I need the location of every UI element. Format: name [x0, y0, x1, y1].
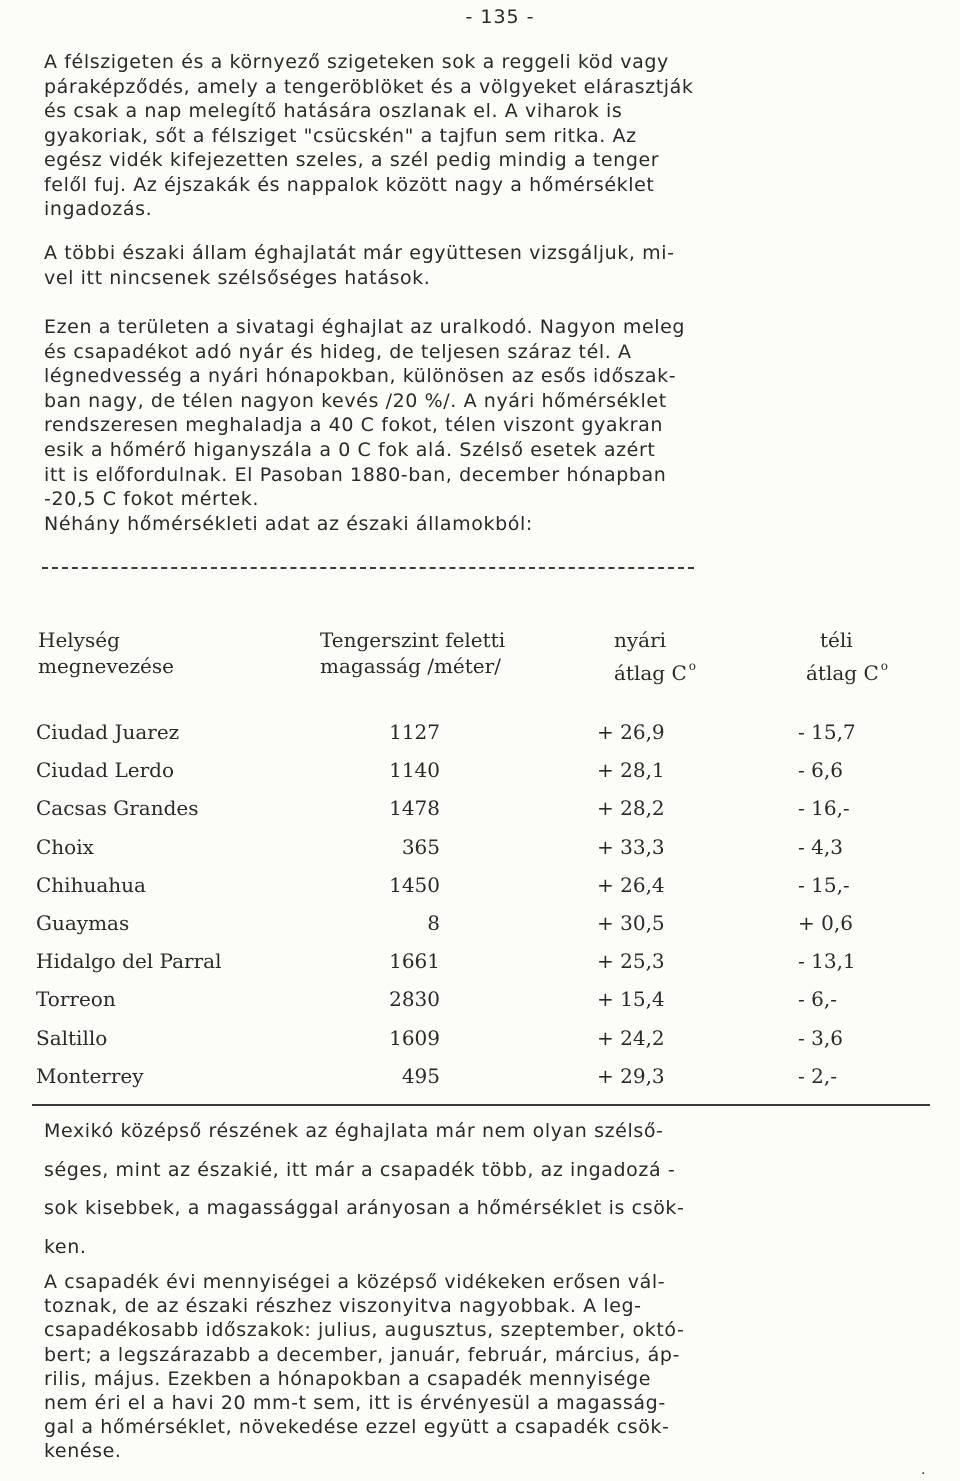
cell-altitude: 1140: [389, 758, 440, 783]
cell-summer: + 24,2: [597, 1025, 665, 1050]
cell-altitude: 2830: [389, 987, 440, 1012]
text-line: itt is előfordulnak. El Pasoban 1880-ban, december hónapban: [44, 463, 667, 486]
text-line: nem éri el a havi 20 mm-t sem, itt is érvényesül a magasság-: [44, 1391, 666, 1414]
dashed-divider: [42, 567, 694, 569]
table-intro-line: Néhány hőmérsékleti adat az északi államokból:: [44, 512, 533, 535]
cell-winter: - 2,-: [798, 1063, 837, 1088]
text-line: légnedvesség a nyári hónapokban, különösen az esős időszak-: [44, 365, 677, 388]
cell-winter: - 4,3: [798, 834, 843, 859]
header-summer-average: nyári átlag C $^o$: [614, 628, 696, 685]
cell-winter: - 16,-: [798, 796, 850, 821]
cell-altitude: 1609: [389, 1025, 440, 1050]
stray-mark: .: [921, 1462, 926, 1478]
text-line: páraképződés, amely a tengeröblöket és a völgyeket elárasztják: [44, 75, 694, 98]
text-line: esik a hőmérő higanyszála a 0 C fok alá. Szélső esetek azért: [44, 438, 656, 461]
table-row: [0, 980, 960, 1018]
text-line: kenése.: [44, 1440, 122, 1463]
cell-place: Ciudad Juarez: [36, 720, 180, 744]
cell-winter: - 6,-: [798, 987, 837, 1012]
table-bottom-rule: [32, 1104, 930, 1106]
table-row: [0, 1019, 960, 1057]
text-line: A többi északi állam éghajlatát már együttesen vizsgáljuk, mi-: [44, 242, 675, 264]
text-line: A csapadék évi mennyiségei a középső vidékeken erősen vál-: [44, 1271, 666, 1293]
text-line: csapadékosabb időszakok: julius, augusztus, szeptember, októ-: [44, 1319, 685, 1342]
text-line: séges, mint az északié, itt már a csapadék több, az ingadozá -: [44, 1158, 676, 1181]
cell-winter: - 3,6: [798, 1025, 843, 1050]
header-altitude: Tengerszint feletti magasság /méter/: [320, 628, 506, 678]
text-line: ingadozás.: [44, 198, 153, 220]
table-row: [0, 942, 960, 980]
text-line: és csak a nap melegítő hatására oszlanak el. A viharok is: [44, 100, 623, 122]
cell-place: Torreon: [36, 987, 116, 1012]
cell-place: Cacsas Grandes: [36, 796, 199, 821]
text-line: egész vidék kifejezetten szeles, a szél pedig mindig a tenger: [44, 149, 660, 171]
cell-summer: + 28,1: [597, 758, 665, 783]
cell-altitude: 495: [401, 1063, 440, 1088]
table-row: [0, 828, 960, 866]
cell-altitude: 1661: [389, 949, 440, 974]
temperature-table: [0, 713, 960, 1095]
cell-place: Hidalgo del Parral: [36, 949, 222, 974]
cell-place: Saltillo: [36, 1025, 108, 1050]
text-line: Mexikó középső részének az éghajlata már nem olyan szélső-: [44, 1120, 664, 1142]
cell-place: Monterrey: [36, 1063, 144, 1088]
table-row: [0, 866, 960, 904]
paragraph-central-mexico: [44, 1112, 924, 1266]
cell-winter: - 13,1: [798, 949, 856, 974]
paragraph-desert-climate: [44, 315, 924, 536]
degree-mark: o: [688, 659, 696, 673]
cell-winter: - 15,-: [798, 872, 850, 897]
header-place: Helység megnevezése: [38, 628, 174, 678]
cell-altitude: 1127: [389, 720, 440, 744]
text-line: Ezen a területen a sivatagi éghajlat az uralkodó. Nagyon meleg: [44, 316, 686, 338]
text-line: ban nagy, de télen nagyon kevés /20 %/. A nyári hőmérséklet: [44, 389, 667, 412]
text-line: felől fuj. Az éjszakák és nappalok között nagy a hőmérséklet: [44, 173, 655, 196]
table-row: [0, 904, 960, 942]
cell-summer: + 33,3: [597, 834, 665, 859]
text-line: A félszigeten és a környező szigeteken sok a reggeli köd vagy: [44, 51, 669, 73]
text-line: sok kisebbek, a magassággal arányosan a hőmérséklet is csök-: [44, 1197, 685, 1219]
cell-summer: + 26,4: [597, 872, 665, 897]
text-line: rilis, május. Ezekben a hónapokban a csapadék mennyisége: [44, 1367, 651, 1390]
cell-summer: + 15,4: [597, 987, 665, 1012]
cell-altitude: 365: [401, 834, 440, 859]
cell-place: Ciudad Lerdo: [36, 758, 174, 783]
cell-winter: + 0,6: [798, 910, 853, 935]
paragraph-northern-states: [44, 241, 924, 290]
table-row: [0, 713, 960, 751]
table-row: [0, 1057, 960, 1095]
text-line: gyakoriak, sőt a félsziget "csücskén" a tajfun sem ritka. Az: [44, 124, 637, 147]
cell-summer: + 28,2: [597, 796, 665, 821]
cell-summer: + 26,9: [597, 720, 665, 744]
paragraph-peninsula-climate: [44, 50, 924, 222]
table-header: [0, 627, 960, 687]
cell-place: Chihuahua: [36, 872, 146, 897]
header-winter-average: téli átlag C $^o$: [806, 628, 888, 685]
text-line: és csapadékot adó nyár és hideg, de teljesen száraz tél. A: [44, 340, 632, 363]
cell-summer: + 30,5: [597, 910, 665, 935]
cell-altitude: 1478: [389, 796, 440, 821]
text-line: toznak, de az északi részhez viszonyitva nagyobbak. A leg-: [44, 1295, 642, 1318]
table-row: [0, 751, 960, 789]
cell-winter: - 15,7: [798, 720, 856, 744]
cell-place: Choix: [36, 834, 94, 859]
text-line: ken.: [44, 1235, 87, 1258]
text-line: bert; a legszárazabb a december, január, február, március, áp-: [44, 1343, 681, 1366]
text-line: gal a hőmérséklet, növekedése ezzel együtt a csapadék csök-: [44, 1416, 670, 1439]
cell-altitude: 1450: [389, 872, 440, 897]
cell-summer: + 29,3: [597, 1063, 665, 1088]
page-number: - 135 -: [465, 6, 535, 28]
cell-altitude: 8: [427, 910, 440, 935]
text-line: vel itt nincsenek szélsőséges hatások.: [44, 266, 431, 289]
text-line: rendszeresen meghaladja a 40 C fokot, télen viszont gyakran: [44, 414, 663, 437]
table-row: [0, 789, 960, 827]
cell-winter: - 6,6: [798, 758, 843, 783]
paragraph-precipitation: [44, 1270, 924, 1464]
cell-place: Guaymas: [36, 910, 130, 935]
degree-mark: o: [880, 659, 888, 673]
text-line: -20,5 C fokot mértek.: [44, 488, 260, 511]
cell-summer: + 25,3: [597, 949, 665, 974]
